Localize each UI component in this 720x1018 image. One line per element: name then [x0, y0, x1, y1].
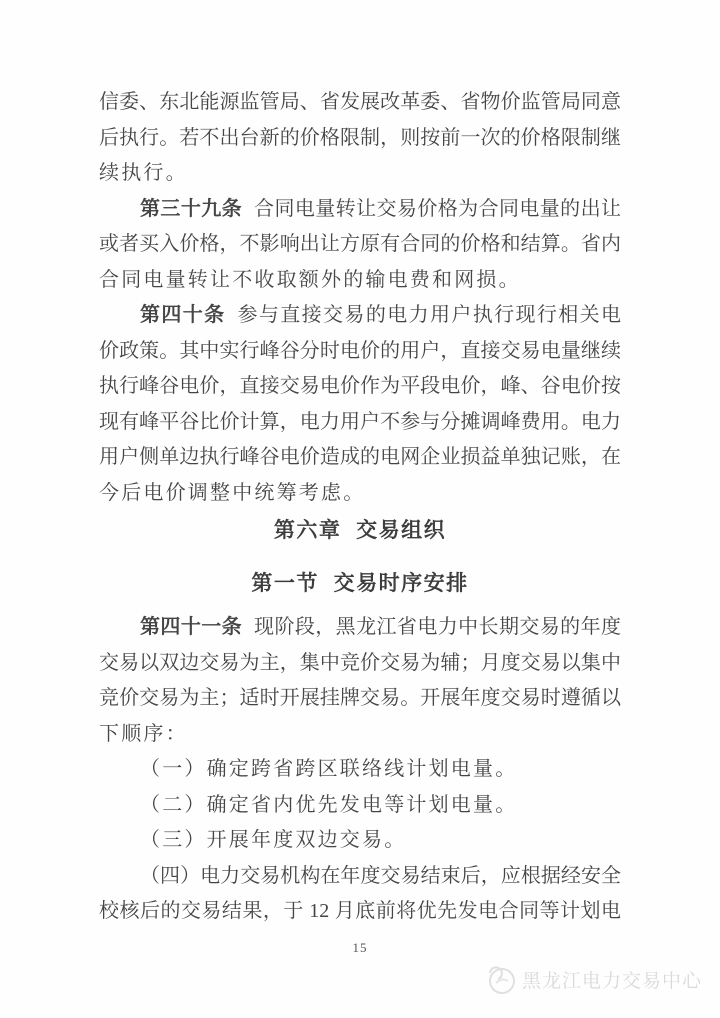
list-item: （四）电力交易机构在年度交易结束后，应根据经安全	[140, 864, 621, 887]
text-line: 今后电价调整中统筹考虑。	[99, 481, 366, 504]
text-line: 续执行。	[99, 162, 188, 184]
trading-center-logo-icon	[484, 963, 516, 995]
article-text: 现阶段，黑龙江省电力中长期交易的年度	[254, 616, 622, 638]
article-text: 合同电量转让交易价格为合同电量的出让	[254, 197, 622, 220]
page-number: 15	[352, 940, 368, 955]
list-item: （二）确定省内优先发电等计划电量。	[140, 793, 518, 816]
watermark-text: 黑龙江电力交易中心	[521, 970, 702, 992]
list-item: （一）确定跨省跨区联络线计划电量。	[140, 758, 518, 780]
text-line	[99, 298, 621, 334]
text-line: 信委、东北能源监管局、省发展改革委、省物价监管局同意	[99, 91, 621, 113]
text-line: 价政策。其中实行峰谷分时电价的用户，直接交易电量继续	[99, 339, 621, 362]
text-line: 现有峰平谷比价计算，电力用户不参与分摊调峰费用。电力	[99, 410, 621, 433]
watermark	[484, 963, 702, 995]
text-line: 执行峰谷电价，直接交易电价作为平段电价，峰、谷电价按	[99, 375, 621, 397]
text-line: 交易以双边交易为主，集中竞价交易为辅；月度交易以集中	[99, 651, 621, 674]
article-number: 第三十九条	[140, 197, 243, 220]
text-line: 或者买入价格，不影响出让方原有合同的价格和结算。省内	[99, 233, 621, 255]
text-line: 用户侧单边执行峰谷电价造成的电网企业损益单独记账，在	[99, 446, 621, 468]
text-line: 校核后的交易结果，于 12 月底前将优先发电合同等计划电	[99, 900, 621, 922]
chapter-heading: 第六章 交易组织	[273, 518, 447, 542]
article-number: 第四十一条	[140, 616, 243, 638]
article-number: 第四十条	[140, 304, 226, 326]
text-line: 合同电量转让不收取额外的输电费和网损。	[99, 268, 521, 291]
text-line	[99, 192, 621, 228]
text-line	[99, 610, 621, 646]
text-line: 竞价交易为主；适时开展挂牌交易。开展年度交易时遵循以	[99, 687, 621, 709]
body-text	[99, 85, 621, 930]
text-line: 下顺序：	[99, 722, 188, 745]
list-item: （三）开展年度双边交易。	[140, 829, 407, 851]
section-heading: 第一节 交易时序安排	[251, 570, 469, 595]
article-text: 参与直接交易的电力用户执行现行相关电	[237, 304, 622, 326]
text-line: 后执行。若不出台新的价格限制，则按前一次的价格限制继	[99, 126, 621, 149]
